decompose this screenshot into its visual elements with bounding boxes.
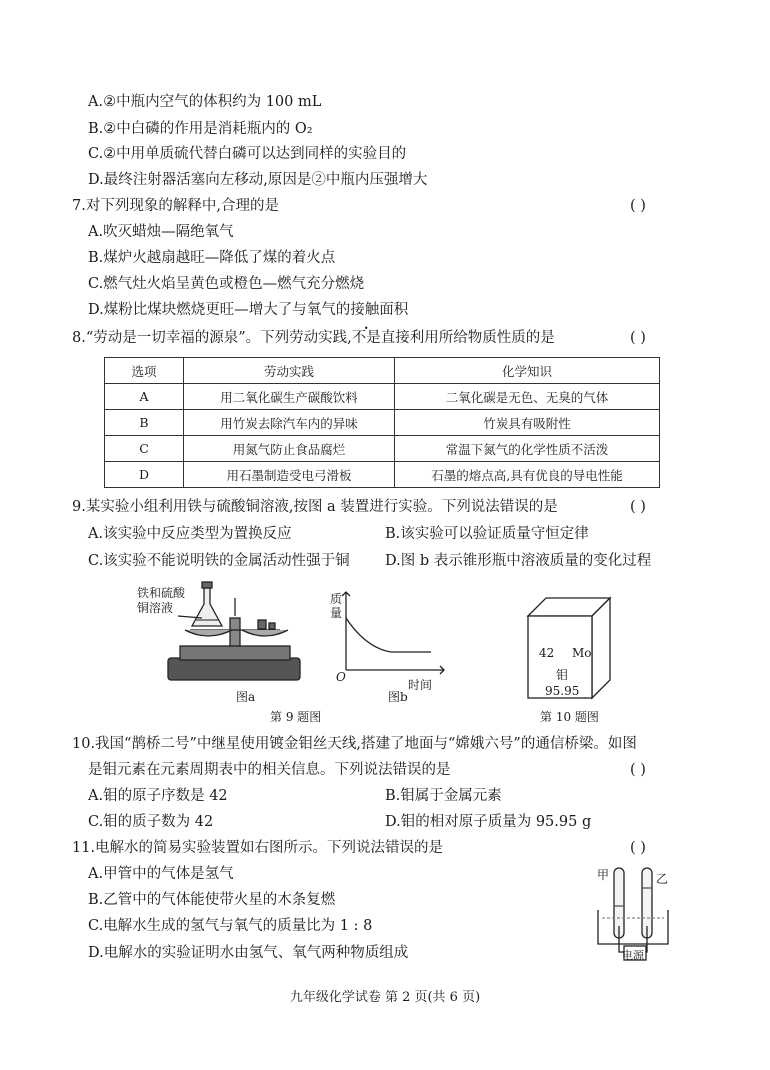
q10-option-a: A.钼的原子序数是 42: [88, 788, 228, 804]
q10-stem-line2: 是钼元素在元素周期表中的相关信息。下列说法错误的是: [88, 762, 451, 778]
table-cell: 用二氧化碳生产碳酸饮料: [184, 384, 395, 410]
table-cell: 竹炭具有吸附性: [395, 410, 660, 436]
table-cell: A: [105, 384, 184, 410]
fig-a-caption: 图a: [236, 690, 256, 704]
q11-option-d: D.电解水的实验证明水由氢气、氧气两种物质组成: [88, 945, 409, 961]
q6-option-c: C.②中用单质硫代替白磷可以达到同样的实验目的: [88, 146, 407, 162]
q9-option-c: C.该实验不能说明铁的金属活动性强于铜: [88, 553, 350, 569]
table-cell: 石墨的熔点高,具有优良的导电性能: [395, 462, 660, 488]
q11-answer-paren: ( ): [630, 840, 646, 856]
table-header-practice: 劳动实践: [184, 358, 395, 384]
table-cell: B: [105, 410, 184, 436]
q8-stem-before: 8.“劳动是一切幸福的源泉”。下列劳动实践,: [72, 330, 352, 346]
element-symbol: Mo: [572, 646, 592, 660]
q6-option-b: B.②中白磷的作用是消耗瓶内的 O₂: [88, 121, 313, 137]
table-cell: C: [105, 436, 184, 462]
q8-stem: [72, 328, 555, 348]
q7-option-c: C.燃气灶火焰呈黄色或橙色—燃气充分燃烧: [88, 276, 365, 292]
q8-stem-emphasis: 不是: [351, 330, 381, 346]
table-cell: 二氧化碳是无色、无臭的气体: [395, 384, 660, 410]
table-cell: 用氮气防止食品腐烂: [184, 436, 395, 462]
q10-figure-caption: 第 10 题图: [540, 710, 599, 724]
fig-a-label: 铁和硫酸 铜溶液: [137, 586, 186, 615]
q6-option-d: D.最终注射器活塞向左移动,原因是②中瓶内压强增大: [88, 172, 428, 188]
mass-time-graph: [336, 590, 446, 680]
table-cell: 用石墨制造受电弓滑板: [184, 462, 395, 488]
fig-b-ylabel: 质 量: [330, 592, 343, 620]
q11-option-c: C.电解水生成的氢气与氧气的质量比为 1 : 8: [88, 918, 373, 934]
table-cell: 常温下氮气的化学性质不活泼: [395, 436, 660, 462]
q10-option-b: B.钼属于金属元素: [385, 788, 502, 804]
q8-stem-after: 直接利用所给物质性质的是: [380, 330, 555, 346]
q11-stem: 11.电解水的简易实验装置如右图所示。下列说法错误的是: [72, 840, 444, 856]
q11-option-a: A.甲管中的气体是氢气: [88, 866, 234, 882]
q6-option-a: A.②中瓶内空气的体积约为 100 mL: [88, 94, 322, 110]
q9-option-d: D.图 b 表示锥形瓶中溶液质量的变化过程: [385, 553, 652, 569]
table-row: [105, 436, 660, 462]
q7-option-b: B.煤炉火越扇越旺—降低了煤的着火点: [88, 250, 336, 266]
fig-b-caption: 图b: [388, 690, 408, 704]
q8-table: [104, 357, 660, 488]
table-row: [105, 462, 660, 488]
fig-b-xlabel: 时间: [408, 678, 433, 692]
table-header-knowledge: 化学知识: [395, 358, 660, 384]
q8-answer-paren: ( ): [630, 330, 646, 346]
tube-jia-label: 甲: [597, 868, 610, 882]
q10-stem-line1: 10.我国“鹊桥二号”中继星使用镀金钼丝天线,搭建了地面与“嫦娥六号”的通信桥梁。如图: [72, 736, 637, 752]
q7-answer-paren: ( ): [630, 198, 646, 214]
q9-option-b: B.该实验可以验证质量守恒定律: [385, 526, 589, 542]
table-row: [105, 410, 660, 436]
q10-answer-paren: ( ): [630, 762, 646, 778]
q11-option-b: B.乙管中的气体能使带火星的木条复燃: [88, 892, 336, 908]
q10-option-c: C.钼的质子数为 42: [88, 814, 214, 830]
element-number: 42: [539, 646, 555, 660]
element-name: 钼: [556, 668, 569, 682]
q9-figure-caption: 第 9 题图: [270, 710, 322, 724]
q7-stem: 7.对下列现象的解释中,合理的是: [72, 198, 279, 214]
q7-option-a: A.吹灭蜡烛—隔绝氧气: [88, 224, 234, 240]
power-source-label: 电源: [622, 949, 644, 962]
table-cell: 用竹炭去除汽车内的异味: [184, 410, 395, 436]
table-header-row: [105, 358, 660, 384]
tube-yi-label: 乙: [656, 872, 669, 886]
q9-stem: 9.某实验小组利用铁与硫酸铜溶液,按图 a 装置进行实验。下列说法错误的是: [72, 499, 558, 515]
table-row: [105, 384, 660, 410]
q7-option-d: D.煤粉比煤块燃烧更旺—增大了与氧气的接触面积: [88, 302, 409, 318]
q9-option-a: A.该实验中反应类型为置换反应: [88, 526, 292, 542]
q9-answer-paren: ( ): [630, 499, 646, 515]
fig-b-origin: O: [336, 670, 346, 684]
table-cell: D: [105, 462, 184, 488]
q10-option-d: D.钼的相对原子质量为 95.95 g: [385, 814, 592, 830]
element-mass: 95.95: [545, 684, 580, 698]
page-footer: 九年级化学试卷 第 2 页(共 6 页): [289, 990, 481, 1005]
table-header-option: 选项: [105, 358, 184, 384]
